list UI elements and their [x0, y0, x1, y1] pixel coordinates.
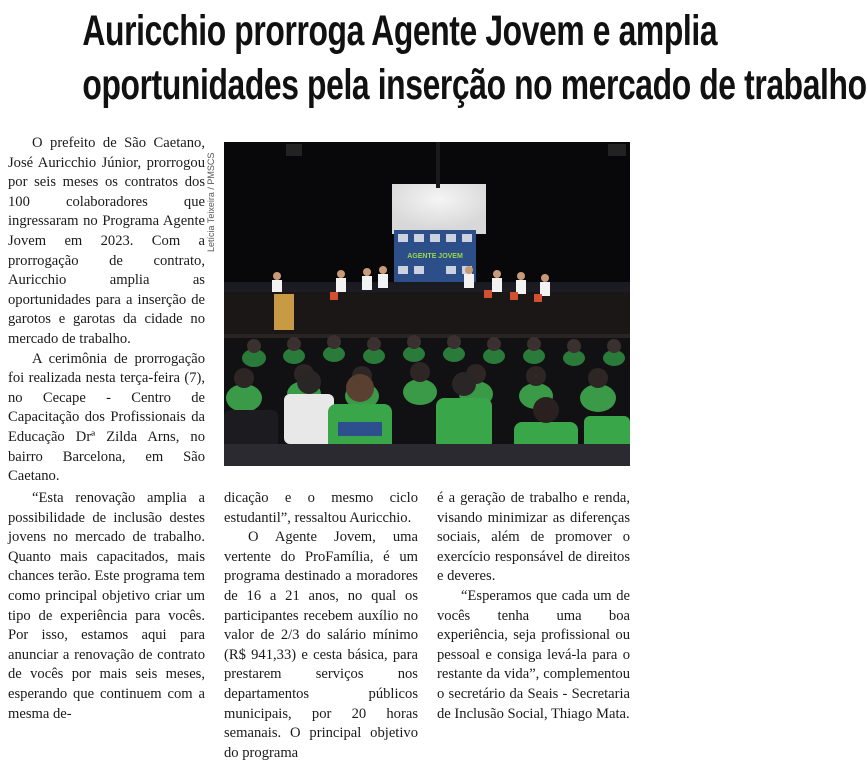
paragraph-5: “Esperamos que cada um de vocês tenha uma boa experiência, seja profissional ou pessoal e consiga levá-la para o restante da vida”, complementou o secretário da Seais - Secretaria de Inclusão Social, Thiago Mata. — [437, 587, 630, 722]
article-column-1-top — [8, 134, 205, 487]
event-photo — [224, 142, 630, 466]
article-column-3 — [437, 489, 630, 724]
auditorium-illustration — [224, 142, 630, 466]
ceiling-light — [286, 144, 302, 156]
headline-line-2: oportunidades pela inserção no mercado de trabalho — [82, 61, 867, 109]
headline — [82, 4, 867, 112]
paragraph-2: A cerimônia de prorrogação foi realizada nesta terça-feira (7), no Cecape - Centro de Capacitação dos Profissionais da Educação Drª Zilda Arns, no bairro Barcelona, em São Caetano. — [8, 350, 205, 485]
ceiling-light — [608, 144, 626, 156]
paragraph-3-continued: dicação e o mesmo ciclo estudantil”, ressaltou Auricchio. — [224, 490, 418, 526]
projection-screen — [392, 184, 486, 234]
paragraph-1: O prefeito de São Caetano, José Auricchio Júnior, prorrogou por seis meses os contratos dos 100 colaboradores que ingressaram no Programa Agente Jovem em 2023. Com a prorrogação de contrato, Auricchio amplia as oportunidades para a inserção de garotos e garotas da cidade no mercado de trabalho. — [8, 135, 205, 347]
podium — [274, 294, 294, 330]
paragraph-4: O Agente Jovem, uma vertente do ProFamília, é um programa destinado a moradores de 16 a 21 anos, no qual os participantes recebem auxílio no valor de 2/3 do salário mínimo (R$ 941,33) e cesta básica, para prestarem serviços nos departamentos públicos municipais, por 20 horas semanais. O principal objetivo do programa — [224, 529, 418, 761]
photo-credit: Letícia Teixeira / PMSCS — [206, 152, 216, 252]
paragraph-3: “Esta renovação amplia a possibilidade de inclusão destes jovens no mercado de trabalho. Quanto mais capacitados, mais chances terão. Este programa tem como principal objetivo criar um tipo de experiência para vocês. Por isso, estamos aqui para anunciar a renovação de contrato de vocês por mais seis meses, esperando que continuem com a mesma de- — [8, 490, 205, 722]
headline-line-1: Auricchio prorroga Agente Jovem e amplia — [82, 7, 718, 55]
article-column-2 — [224, 489, 418, 763]
banner-text: AGENTE JOVEM — [407, 253, 463, 260]
article-column-1-bottom — [8, 489, 205, 724]
audience — [224, 335, 630, 466]
paragraph-4-continued: é a geração de trabalho e renda, visando minimizar as diferenças sociais, além de promover o exercício responsável de direitos e deveres. — [437, 490, 630, 585]
ceiling-rig — [436, 142, 440, 188]
